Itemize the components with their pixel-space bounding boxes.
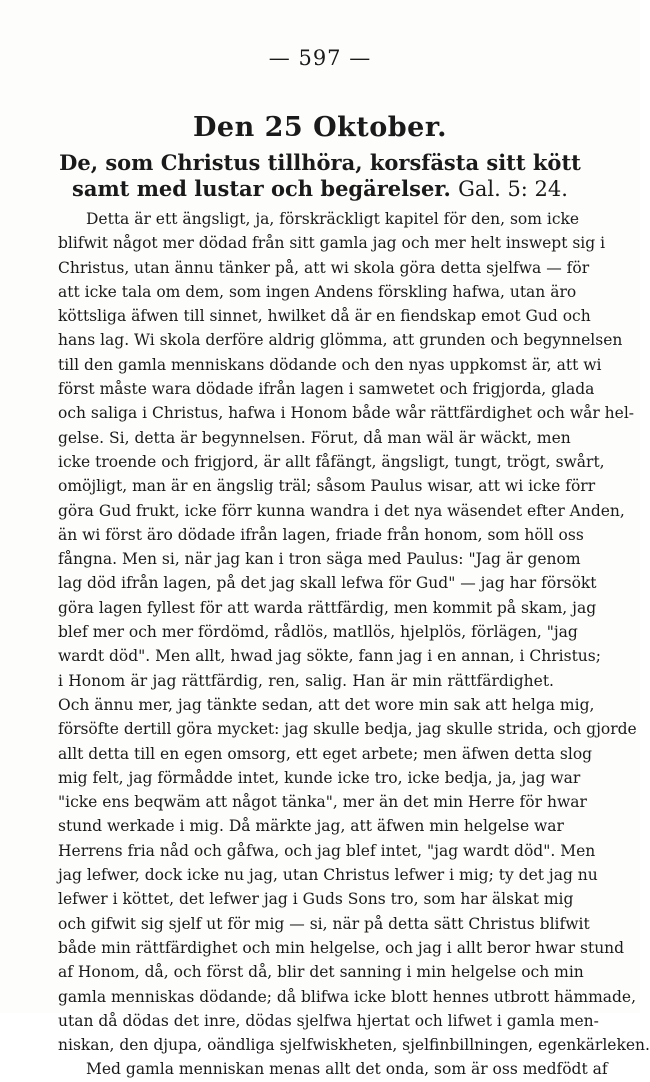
text-line: Herrens fria nåd och gåfwa, och jag blef intet, "jag wardt död". Men (58, 841, 596, 860)
scripture-subtitle (50, 150, 590, 202)
text-line: stund werkade i mig. Då märkte jag, att äfwen min helgelse war (58, 817, 564, 836)
page-number: — 597 — (268, 46, 372, 70)
text-line: gelse. Si, detta är begynnelsen. Förut, då man wäl är wäckt, men (58, 428, 571, 447)
text-line: göra lagen fyllest för att warda rättfärdig, men kommit på skam, jag (58, 598, 597, 617)
text-line: fångna. Men si, när jag kan i tron säga med Paulus: "Jag är genom (58, 550, 581, 569)
text-line: Med gamla menniskan menas allt det onda, som är oss medfödt af (86, 1060, 608, 1079)
text-line: lag död ifrån lagen, på det jag skall lefwa för Gud" — jag har försökt (58, 574, 597, 593)
text-line: Detta är ett ängsligt, ja, förskräckligt kapitel för den, som icke (86, 210, 580, 228)
text-line: mig felt, jag förmådde intet, kunde icke tro, icke bedja, ja, jag war (58, 768, 581, 787)
page-heading: Den 25 Oktober. (192, 112, 447, 143)
text-line: i Honom är jag rättfärdig, ren, salig. Han är min rättfärdighet. (58, 671, 554, 690)
text-line: "icke ens beqwäm att något tänka", mer än det min Herre för hwar (58, 793, 587, 812)
text-line: icke troende och frigjord, är allt fåfängt, ängsligt, tungt, trögt, swårt, (58, 452, 605, 471)
text-line: wardt död". Men allt, hwad jag sökte, fann jag i en annan, i Christus; (58, 647, 601, 666)
text-line: att icke tala om dem, som ingen Andens förskling hafwa, utan äro (58, 282, 577, 301)
subtitle-text: De, som Christus tillhöra, korsfästa sitt kött samt med lustar och begärelser. (59, 150, 581, 201)
text-line: utan då dödas det inre, dödas sjelfwa hjertat och lifwet i gamla men- (58, 1011, 599, 1030)
text-line: och gifwit sig sjelf ut för mig — si, när på detta sätt Christus blifwit (58, 914, 590, 933)
text-line: göra Gud frukt, icke förr kunna wandra i det nya wäsendet efter Anden, (58, 501, 625, 520)
text-line: försöfte dertill göra mycket: jag skulle bedja, jag skulle strida, och gjorde (58, 720, 637, 739)
text-line: lefwer i köttet, det lefwer jag i Guds Sons tro, som har älskat mig (58, 890, 574, 909)
text-line: och saliga i Christus, hafwa i Honom både wår rättfärdighet och wår hel- (58, 404, 635, 423)
text-line: Christus, utan ännu tänker på, att wi skola göra detta sjelfwa — för (58, 258, 590, 277)
text-line: af Honom, då, och först då, blir det sanning i min helgelse och min (58, 963, 584, 982)
text-line: omöjligt, man är en ängslig träl; såsom Paulus wisar, att wi icke förr (58, 477, 596, 496)
text-line: köttsliga äfwen till sinnet, hwilket då är en fiendskap emot Gud och (58, 307, 591, 326)
text-line: allt detta till en egen omsorg, ett eget arbete; men äfwen detta slog (58, 744, 593, 763)
text-line: blifwit något mer dödad från sitt gamla jag och mer helt inswept sig i (58, 234, 606, 253)
text-line: till den gamla menniskans dödande och den nyas uppkomst är, att wi (58, 355, 602, 374)
text-line: niskan, den djupa, oändliga sjelfwiskheten, sjelfinbillningen, egenkärleken. (58, 1036, 650, 1055)
text-line: Och ännu mer, jag tänkte sedan, att det wore min sak att helga mig, (58, 695, 595, 714)
body-text (58, 207, 650, 1082)
text-line: blef mer och mer fördömd, rådlös, matllös, hjelplös, förlägen, "jag (58, 623, 578, 642)
text-line: jag lefwer, dock icke nu jag, utan Christus lefwer i mig; ty det jag nu (58, 866, 598, 885)
text-line: först måste wara dödade ifrån lagen i samwetet och frigjorda, glada (58, 380, 595, 399)
text-line: hans lag. Wi skola derföre aldrig glömma, att grunden och begynnelsen (58, 331, 623, 350)
subtitle-reference: Gal. 5: 24. (458, 177, 568, 201)
text-line: både min rättfärdighet och min helgelse, och jag i allt beror hwar stund (58, 938, 625, 957)
text-line: gamla menniskas dödande; då blifwa icke blott hennes utbrott hämmade, (58, 987, 637, 1006)
text-line: än wi först äro dödade ifrån lagen, friade från honom, som höll oss (58, 525, 584, 544)
